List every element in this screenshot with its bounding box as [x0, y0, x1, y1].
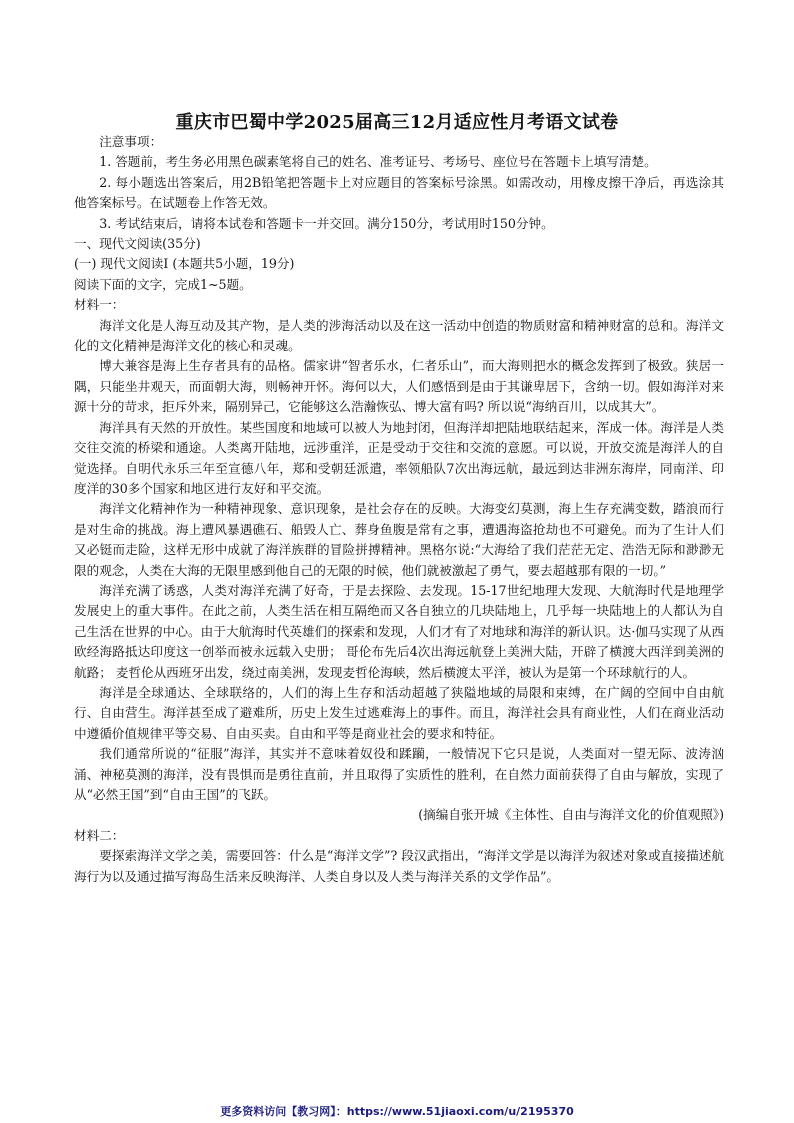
- source-citation: (摘编自张开城《主体性、自由与海洋文化的价值观照》): [418, 807, 724, 823]
- paragraph: 海洋是全球通达、全球联络的，人们的海上生存和活动超越了狭隘地域的局限和束缚，在广阔的空间中自由航行、自由营生。海洋甚至成了避难所，历史上发生过逃难海上的事件。而且，海洋社会具有商业性，人们在商业活动中遵循价值规律平等交易、自由买卖。自由和平等是商业社会的要求和特征。: [74, 684, 724, 741]
- paragraph: 博大兼容是海上生存者具有的品格。儒家讲“智者乐水，仁者乐山”，而大海则把水的概念发挥到了极致。狭居一隅，只能坐井观天，而面朝大海，则畅神开怀。海何以大，人们感悟到是由于其谦卑居下，含纳一切。假如海洋对来源十分的苛求，拒斥外来，隔别异己，它能够这么浩瀚恢弘、博大富有吗? 所以说“海纳百川，以成其大”。: [74, 358, 724, 415]
- document-body: [74, 132, 724, 887]
- subsection-heading: (一) 现代文阅读Ⅰ (本题共5小题，19分): [74, 256, 295, 272]
- paragraph: 海洋文化是人海互动及其产物，是人类的涉海活动以及在这一活动中创造的物质财富和精神财富的总和。海洋文化的文化精神是海洋文化的核心和灵魂。: [74, 317, 724, 354]
- notice-item: 2. 每小题选出答案后，用2B铅笔把答题卡上对应题目的答案标号涂黑。如需改动，用橡皮擦干净后，再选涂其他答案标号。在试题卷上作答无效。: [74, 174, 724, 211]
- material-label: 材料二：: [74, 827, 125, 843]
- paragraph: 我们通常所说的“征服”海洋，其实并不意味着奴役和蹂躏，一般情况下它只是说，人类面对一望无际、波涛汹涌、神秘莫测的海洋，没有畏惧而是勇往直前，并且取得了实质性的胜利，在自然力面前获得了自由与解放，实现了从“必然王国”到“自由王国”的飞跃。: [74, 746, 724, 802]
- reading-instruction: 阅读下面的文字，完成1~5题。: [74, 276, 252, 292]
- paragraph: 海洋充满了诱惑，人类对海洋充满了好奇，于是去探险、去发现。15-17世纪地理大发现、大航海时代是地理学发展史上的重大事件。在此之前，人类生活在相互隔绝而又各自独立的几块陆地上，几乎每一块陆地上的人都认为自己生活在世界的中心。由于大航海时代英雄们的探索和发现，人们才有了对地球和海洋的新认识。达·伽马实现了从西欧经海路抵达印度这一创举而被永远载入史册； 哥伦布先后4次出海远航登上美洲大陆，开辟了横渡大西洋到美洲的航路； 麦哲伦从西班牙出发，绕过南美洲，发现麦哲伦海峡，然后横渡太平洋，被认为是第一个环球航行的人。: [74, 582, 724, 680]
- paragraph: 要探索海洋文学之美，需要回答：什么是“海洋文学”? 段汉武指出，“海洋文学是以海洋为叙述对象或直接描述航海行为以及通过描写海岛生活来反映海洋、人类自身以及人类与海洋关系的文学作品”。: [74, 848, 724, 884]
- notice-heading: 注意事项：: [99, 134, 163, 149]
- paragraph: 海洋具有天然的开放性。某些国度和地域可以被人为地封闭，但海洋却把陆地联结起来，浑成一体。海洋是人类交往交流的桥梁和通途。人类离开陆地，远涉重洋，正是受动于交往和交流的意愿。可以说，开放交流是海洋人的自觉选择。自明代永乐三年至宣德八年，郑和受朝廷派遣，率领船队7次出海远航，最远到达非洲东海岸，同南洋、印度洋的30多个国家和地区进行友好和平交流。: [74, 419, 724, 496]
- material-label: 材料一：: [74, 297, 125, 313]
- notice-item: 3. 考试结束后，请将本试卷和答题卡一并交回。满分150分，考试用时150分钟。: [99, 215, 554, 231]
- section-heading: 一、现代文阅读(35分): [74, 236, 201, 252]
- page-title: 重庆市巴蜀中学2025届高三12月适应性月考语文试卷: [175, 112, 619, 133]
- paragraph: 海洋文化精神作为一种精神现象、意识现象，是社会存在的反映。大海变幻莫测，海上生存充满变数，踏浪而行是对生命的挑战。海上遭风暴遇礁石、船毁人亡、葬身鱼腹是常有之事，遭遇海盗抢劫也不可避免。而为了生计人们又必铤而走险，这样无形中成就了海洋族群的冒险拼搏精神。黑格尔说:“大海给了我们茫茫无定、浩浩无际和渺渺无限的观念，人类在大海的无限里感到他自己的无限的时候，他们就被激起了勇气，要去超越那有限的一切。”: [74, 501, 724, 578]
- footer-link[interactable]: 更多资料访问【教习网】：https://www.51jiaoxi.com/u/2195370: [220, 1105, 574, 1118]
- notice-item: 1. 答题前，考生务必用黑色碳素笔将自己的姓名、准考证号、考场号、座位号在答题卡上填写清楚。: [99, 154, 657, 170]
